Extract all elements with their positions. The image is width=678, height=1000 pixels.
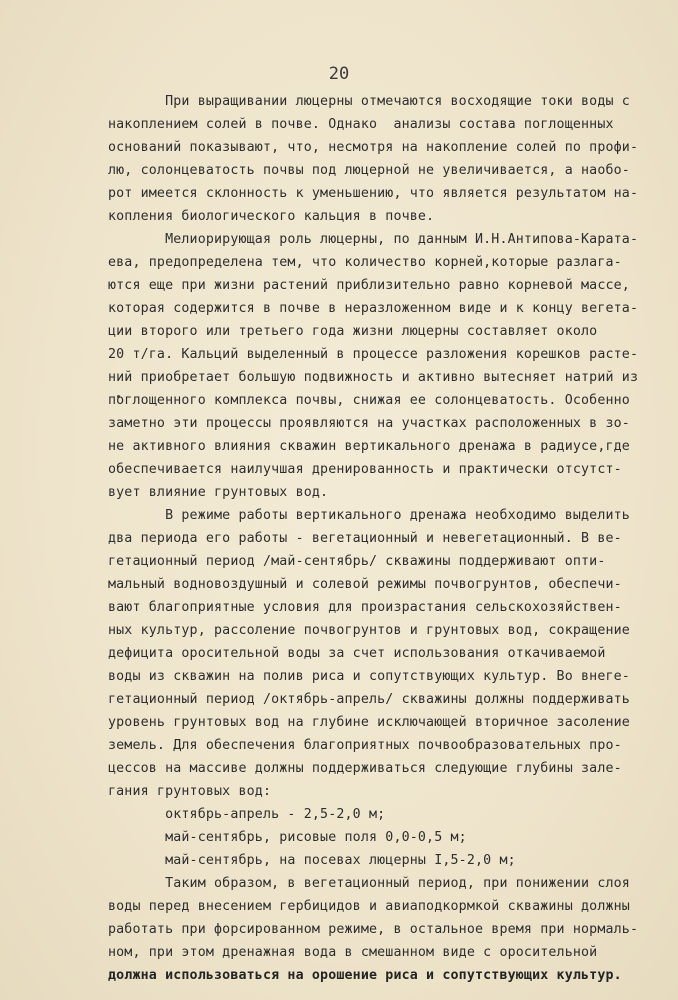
text-line: вует влияние грунтовых вод. [108, 485, 329, 500]
text-line: работать при форсированном режиме, в остальное время при нормаль- [108, 922, 639, 937]
text-line: обеспечивается наилучшая дренированность и практически отсутст- [108, 462, 622, 477]
text-line: гетационный период /октябрь-апрель/ скважины должны поддерживать [108, 692, 630, 707]
text-line: оснований показывают, что, несмотря на накопление солей по профи- [108, 140, 639, 155]
text-line: гетационный период /май-сентябрь/ скважины поддерживают опти- [108, 554, 606, 569]
text-line: Таким образом, в вегетационный период, при понижении слоя [108, 876, 630, 891]
text-line: рот имеется склонность к уменьшению, что является результатом на- [108, 186, 639, 201]
text-line: ний приобретает большую подвижность и активно вытесняет натрий из [108, 370, 639, 385]
text-line: копления биологического кальция в почве. [108, 209, 435, 224]
text-line: поглощенного комплекса почвы, снижая ее солонцеватость. Особенно [108, 393, 630, 408]
text-line: не активного влияния скважин вертикального дренажа в радиусе,где [108, 439, 630, 454]
text-line: ются еще при жизни растений приблизительно равно корневой массе, [108, 278, 630, 293]
text-line: воды из скважин на полив риса и сопутствующих культур. Во внеге- [108, 669, 630, 684]
text-line: вают благоприятные условия для произрастания сельскохозяйствен- [108, 600, 622, 615]
text-line: Мелиорирующая роль люцерны, по данным И.Н.Антипова-Карата- [108, 232, 639, 247]
text-line: заметно эти процессы проявляются на участках расположенных в зо- [108, 416, 630, 431]
text-line: ных культур, рассоление почвогрунтов и грунтовых вод, сокращение [108, 623, 630, 638]
text-line: мальный водновоздушный и солевой режимы почвогрунтов, обеспечи- [108, 577, 622, 592]
text-line: воды перед внесением гербицидов и авиаподкормкой скважины должны [108, 899, 630, 914]
text-line: два периода его работы - вегетационный и невегетационный. В ве- [108, 531, 622, 546]
text-line: уровень грунтовых вод на глубине исключающей вторичное засоление [108, 715, 630, 730]
text-line: В режиме работы вертикального дренажа необходимо выделить [108, 508, 630, 523]
text-line: цессов на массиве должны поддерживаться следующие глубины зале- [108, 761, 622, 776]
text-line: май-сентябрь, рисовые поля 0,0-0,5 м; [108, 830, 467, 845]
text-line: накоплением солей в почве. Однако анализы состава поглощенных [108, 117, 614, 132]
text-line: ном, при этом дренажная вода в смешанном виде с оросительной [108, 945, 598, 960]
text-line: дефицита оросительной воды за счет использования откачиваемой [108, 646, 606, 661]
text-line: земель. Для обеспечения благоприятных почвообразовательных про- [108, 738, 622, 753]
text-line: должна использоваться на орошение риса и сопутствующих культур. [108, 968, 622, 983]
text-line: 20 т/га. Кальций выделенный в процессе разложения корешков расте- [108, 347, 639, 362]
text-line: которая содержится в почве в неразложенном виде и к концу вегета- [108, 301, 639, 316]
text-line: При выращивании люцерны отмечаются восходящие токи воды с [108, 94, 630, 109]
text-line: ции второго или третьего года жизни люцерны составляет около [108, 324, 598, 339]
text-line: гания грунтовых вод: [108, 784, 272, 799]
text-line: ева, предопределена тем, что количество корней,которые разлага- [108, 255, 622, 270]
text-line: лю, солонцеватость почвы под люцерной не увеличивается, а наобо- [108, 163, 630, 178]
page-number: 20 [328, 64, 350, 84]
text-line: октябрь-апрель - 2,5-2,0 м; [108, 807, 386, 822]
text-line: май-сентябрь, на посевах люцерны I,5-2,0 м; [108, 853, 516, 868]
